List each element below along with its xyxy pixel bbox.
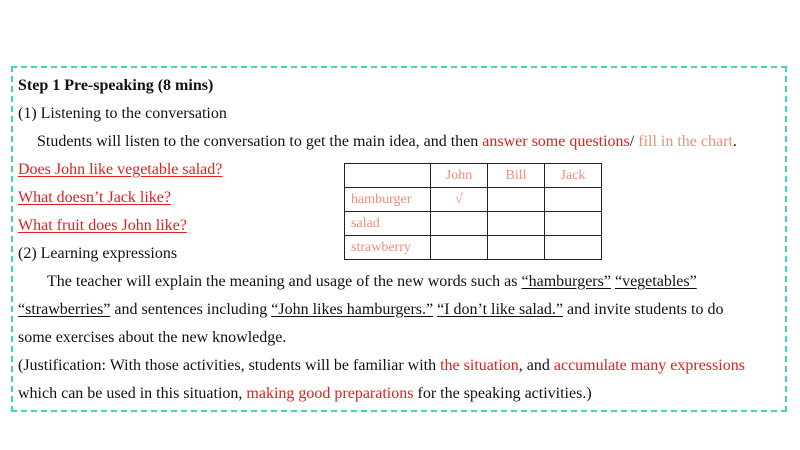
word-strawberries: “strawberries” bbox=[18, 301, 111, 318]
paragraph-expressions-line1: The teacher will explain the meaning and usage of the new words such as “hamburgers” “vegetables” bbox=[47, 273, 697, 290]
paragraph-expressions-line3: some exercises about the new knowledge. bbox=[18, 329, 287, 346]
question-3: What fruit does John like? bbox=[18, 217, 187, 234]
chart-row-label: strawberry bbox=[345, 236, 431, 260]
highlight-situation: the situation bbox=[440, 357, 519, 374]
highlight-preparations: making good preparations bbox=[246, 385, 414, 402]
justification-line2: which can be used in this situation, making good preparations for the speaking activities.) bbox=[18, 385, 592, 402]
chart-cell bbox=[488, 188, 545, 212]
section2-title: (2) Learning expressions bbox=[18, 245, 178, 262]
chart-col-header: Bill bbox=[488, 164, 545, 188]
chart-row-label: salad bbox=[345, 212, 431, 236]
chart-row bbox=[345, 188, 602, 212]
chart-corner-cell bbox=[345, 164, 431, 188]
highlight-accumulate: accumulate many expressions bbox=[553, 357, 745, 374]
question-2: What doesn’t Jack like? bbox=[18, 189, 171, 206]
chart-cell bbox=[431, 236, 488, 260]
chart-cell bbox=[545, 236, 602, 260]
chart-cell bbox=[545, 212, 602, 236]
chart-row bbox=[345, 236, 602, 260]
sentence-john-likes-hamburgers: “John likes hamburgers.” bbox=[271, 301, 434, 318]
chart-col-header: John bbox=[431, 164, 488, 188]
chart-cell: √ bbox=[431, 188, 488, 212]
step-title: Step 1 Pre-speaking (8 mins) bbox=[18, 77, 214, 94]
section1-title: (1) Listening to the conversation bbox=[18, 105, 227, 122]
chart-cell bbox=[431, 212, 488, 236]
chart-col-header: Jack bbox=[545, 164, 602, 188]
word-vegetables: “vegetables” bbox=[614, 273, 697, 290]
paragraph-expressions-line2: “strawberries” and sentences including “John likes hamburgers.” “I don’t like salad.” and invite students to do bbox=[18, 301, 724, 318]
chart-header-row bbox=[345, 164, 602, 188]
question-1: Does John like vegetable salad? bbox=[18, 161, 223, 178]
highlight-fill-chart: fill in the chart bbox=[638, 133, 733, 150]
sentence-dont-like-salad: “I don’t like salad.” bbox=[437, 301, 564, 318]
justification-line1: (Justification: With those activities, students will be familiar with the situation, and accumulate many expressions bbox=[18, 357, 745, 374]
chart-row bbox=[345, 212, 602, 236]
chart-row-label: hamburger bbox=[345, 188, 431, 212]
word-hamburgers: “hamburgers” bbox=[521, 273, 611, 290]
chart-cell bbox=[488, 236, 545, 260]
highlight-answer-questions: answer some questions bbox=[482, 133, 630, 150]
paragraph-listening: Students will listen to the conversation to get the main idea, and then answer some questions/ fill in the chart. bbox=[37, 133, 737, 150]
chart-cell bbox=[545, 188, 602, 212]
answer-chart bbox=[344, 163, 602, 260]
chart-cell bbox=[488, 212, 545, 236]
